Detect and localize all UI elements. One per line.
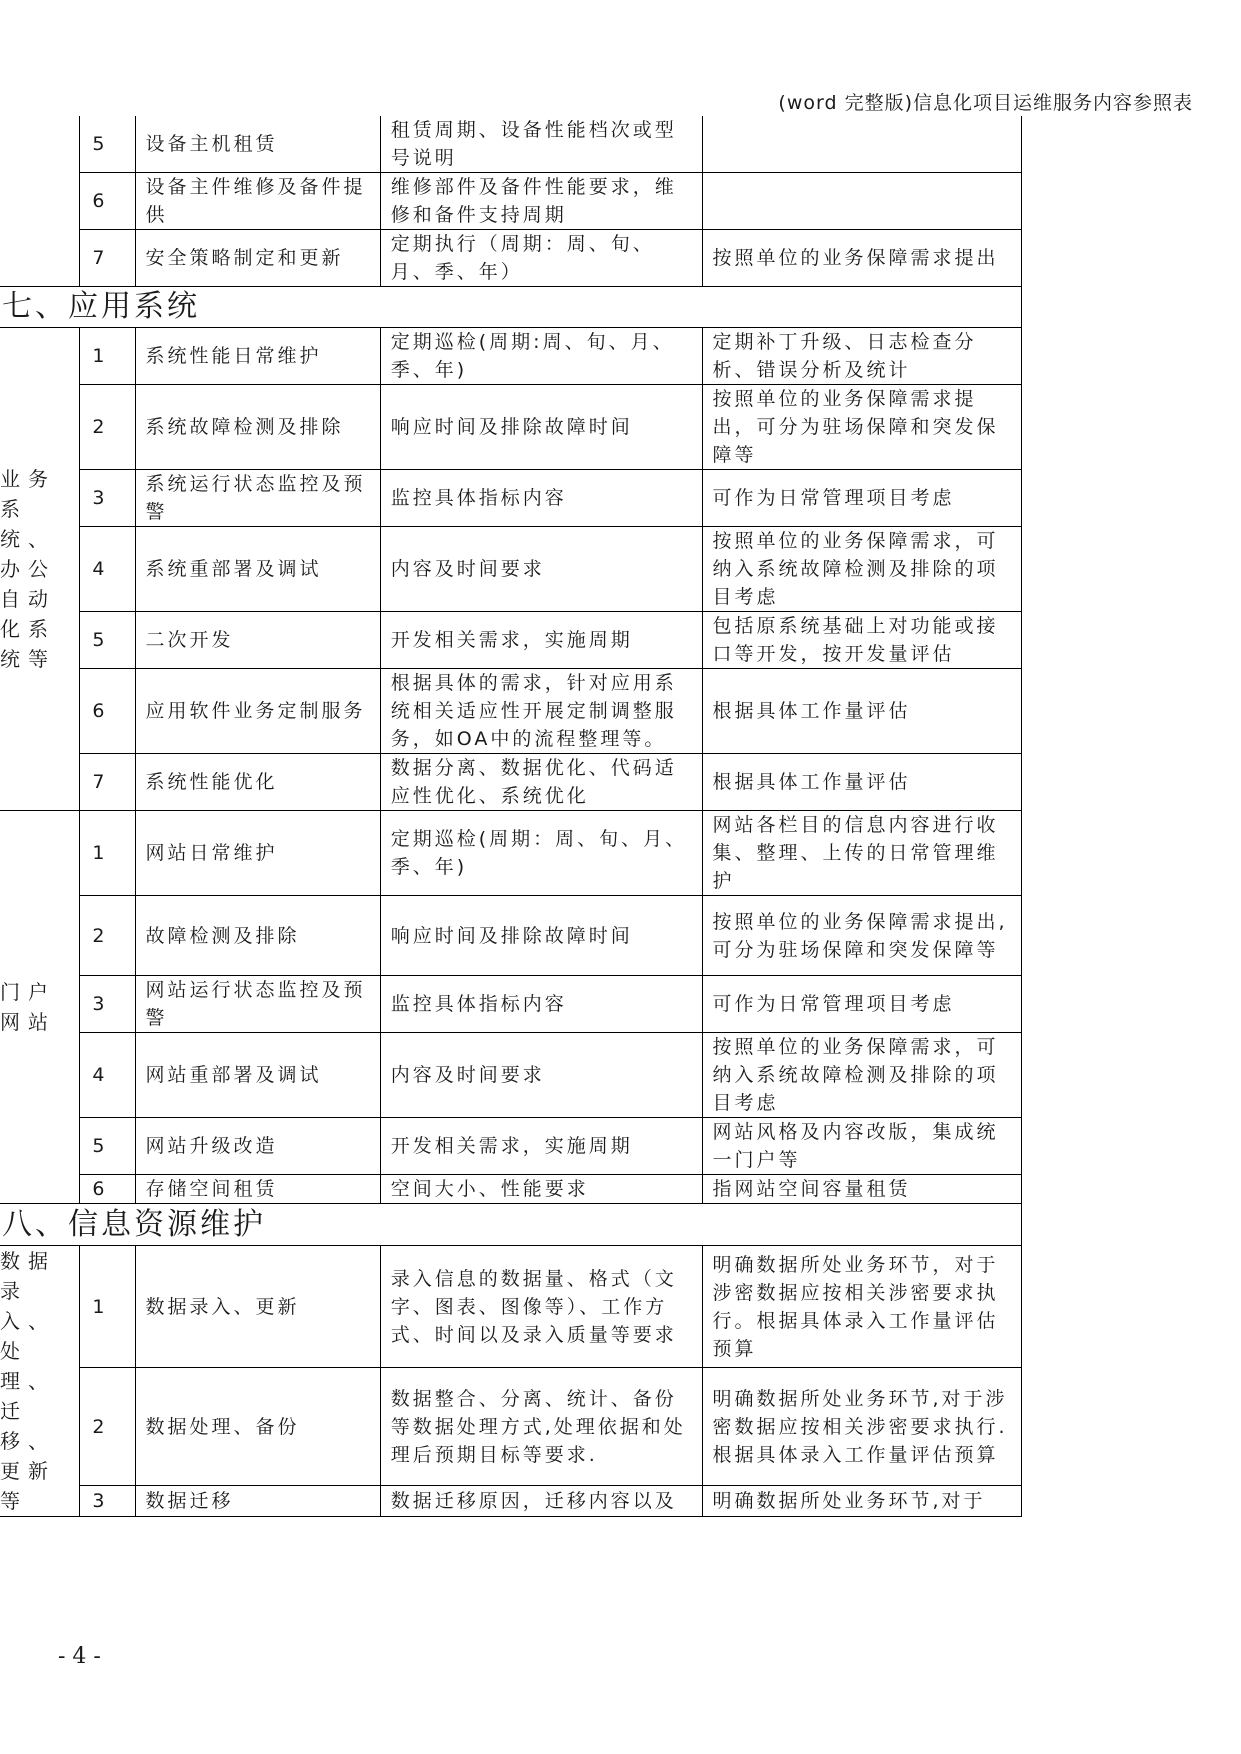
service-item: 设备主件维修及备件提供 (135, 173, 380, 230)
service-requirement: 维修部件及备件性能要求，维修和备件支持周期 (380, 173, 702, 230)
service-note: 网站风格及内容改版，集成统一门户等 (702, 1118, 1022, 1175)
service-item: 网站运行状态监控及预警 (135, 976, 380, 1033)
service-item: 数据录入、更新 (135, 1246, 380, 1368)
table-row (0, 385, 1022, 470)
service-item: 应用软件业务定制服务 (135, 669, 380, 754)
table-row (0, 173, 1022, 230)
row-number: 6 (80, 173, 135, 230)
service-requirement: 定期执行（周期：周、旬、月、季、年） (380, 230, 702, 287)
table-row (0, 230, 1022, 287)
row-number: 6 (80, 1175, 135, 1204)
row-number: 1 (80, 328, 135, 385)
row-number: 5 (80, 116, 135, 173)
row-number: 7 (80, 754, 135, 811)
category-cell-empty (0, 116, 80, 287)
section-heading-row (0, 287, 1022, 328)
table-row (0, 612, 1022, 669)
service-item: 二次开发 (135, 612, 380, 669)
service-note: 可作为日常管理项目考虑 (702, 976, 1022, 1033)
service-note: 按照单位的业务保障需求，可纳入系统故障检测及排除的项目考虑 (702, 527, 1022, 612)
service-item: 网站日常维护 (135, 811, 380, 896)
service-item: 故障检测及排除 (135, 896, 380, 976)
row-number: 4 (80, 1033, 135, 1118)
service-requirement: 定期巡检(周期:周、旬、月、季、年) (380, 328, 702, 385)
section-title-info-resources: 八、信息资源维护 (0, 1204, 1022, 1246)
service-note: 按照单位的业务保障需求提出,可分为驻场保障和突发保障等 (702, 896, 1022, 976)
row-number: 6 (80, 669, 135, 754)
service-item: 存储空间租赁 (135, 1175, 380, 1204)
service-note (702, 116, 1022, 173)
table-row (0, 470, 1022, 527)
table-row (0, 1175, 1022, 1204)
table-row (0, 976, 1022, 1033)
service-item: 系统重部署及调试 (135, 527, 380, 612)
service-note: 根据具体工作量评估 (702, 669, 1022, 754)
service-requirement: 租赁周期、设备性能档次或型号说明 (380, 116, 702, 173)
row-number: 1 (80, 1246, 135, 1368)
table-row (0, 1118, 1022, 1175)
service-item: 安全策略制定和更新 (135, 230, 380, 287)
service-note: 明确数据所处业务环节，对于涉密数据应按相关涉密要求执行。根据具体录入工作量评估预算 (702, 1246, 1022, 1368)
service-requirement: 响应时间及排除故障时间 (380, 385, 702, 470)
row-number: 5 (80, 612, 135, 669)
table-row (0, 116, 1022, 173)
category-business-systems: 业务系统、办公自动化系统等 (0, 328, 80, 811)
service-requirement: 空间大小、性能要求 (380, 1175, 702, 1204)
row-number: 4 (80, 527, 135, 612)
table-row (0, 669, 1022, 754)
service-requirement: 监控具体指标内容 (380, 976, 702, 1033)
service-requirement: 定期巡检(周期：周、旬、月、季、年) (380, 811, 702, 896)
row-number: 2 (80, 385, 135, 470)
service-requirement: 内容及时间要求 (380, 527, 702, 612)
service-item: 网站重部署及调试 (135, 1033, 380, 1118)
row-number: 5 (80, 1118, 135, 1175)
service-note: 包括原系统基础上对功能或接口等开发，按开发量评估 (702, 612, 1022, 669)
table-row (0, 811, 1022, 896)
service-requirement: 数据分离、数据优化、代码适应性优化、系统优化 (380, 754, 702, 811)
service-note: 指网站空间容量租赁 (702, 1175, 1022, 1204)
row-number: 3 (80, 470, 135, 527)
row-number: 7 (80, 230, 135, 287)
section-title-application-systems: 七、应用系统 (0, 287, 1022, 328)
category-data-entry: 数据录入、处理、迁移、更新等 (0, 1246, 80, 1517)
service-item: 数据迁移 (135, 1485, 380, 1516)
service-requirement: 开发相关需求，实施周期 (380, 612, 702, 669)
table-row (0, 896, 1022, 976)
row-number: 1 (80, 811, 135, 896)
service-requirement: 数据迁移原因，迁移内容以及 (380, 1485, 702, 1516)
service-item: 系统性能优化 (135, 754, 380, 811)
page-number: - 4 - (58, 1644, 101, 1669)
row-number: 2 (80, 896, 135, 976)
service-requirement: 监控具体指标内容 (380, 470, 702, 527)
row-number: 2 (80, 1368, 135, 1485)
service-requirement: 响应时间及排除故障时间 (380, 896, 702, 976)
table-row (0, 1368, 1022, 1485)
table-row (0, 1485, 1022, 1516)
service-requirement: 开发相关需求，实施周期 (380, 1118, 702, 1175)
service-note: 明确数据所处业务环节,对于 (702, 1485, 1022, 1516)
service-note: 明确数据所处业务环节,对于涉密数据应按相关涉密要求执行.根据具体录入工作量评估预算 (702, 1368, 1022, 1485)
service-note: 网站各栏目的信息内容进行收集、整理、上传的日常管理维护 (702, 811, 1022, 896)
service-requirement: 根据具体的需求，针对应用系统相关适应性开展定制调整服务，如OA中的流程整理等。 (380, 669, 702, 754)
service-note: 按照单位的业务保障需求，可纳入系统故障检测及排除的项目考虑 (702, 1033, 1022, 1118)
running-header: (word 完整版)信息化项目运维服务内容参照表 (778, 92, 1193, 114)
category-portal-website: 门户网站 (0, 811, 80, 1204)
service-item: 系统故障检测及排除 (135, 385, 380, 470)
service-note: 根据具体工作量评估 (702, 754, 1022, 811)
table-row (0, 527, 1022, 612)
ops-service-table (0, 116, 1022, 1517)
table-row (0, 1246, 1022, 1368)
row-number: 3 (80, 1485, 135, 1516)
table-row (0, 1033, 1022, 1118)
service-note: 按照单位的业务保障需求提出 (702, 230, 1022, 287)
service-item: 网站升级改造 (135, 1118, 380, 1175)
service-note (702, 173, 1022, 230)
service-note: 按照单位的业务保障需求提出，可分为驻场保障和突发保障等 (702, 385, 1022, 470)
row-number: 3 (80, 976, 135, 1033)
service-item: 设备主机租赁 (135, 116, 380, 173)
service-requirement: 录入信息的数据量、格式（文字、图表、图像等）、工作方式、时间以及录入质量等要求 (380, 1246, 702, 1368)
service-item: 系统性能日常维护 (135, 328, 380, 385)
service-note: 定期补丁升级、日志检查分析、错误分析及统计 (702, 328, 1022, 385)
service-note: 可作为日常管理项目考虑 (702, 470, 1022, 527)
service-item: 系统运行状态监控及预警 (135, 470, 380, 527)
section-heading-row (0, 1204, 1022, 1246)
table-row (0, 328, 1022, 385)
table-row (0, 754, 1022, 811)
service-requirement: 数据整合、分离、统计、备份等数据处理方式,处理依据和处理后预期目标等要求. (380, 1368, 702, 1485)
service-item: 数据处理、备份 (135, 1368, 380, 1485)
service-requirement: 内容及时间要求 (380, 1033, 702, 1118)
